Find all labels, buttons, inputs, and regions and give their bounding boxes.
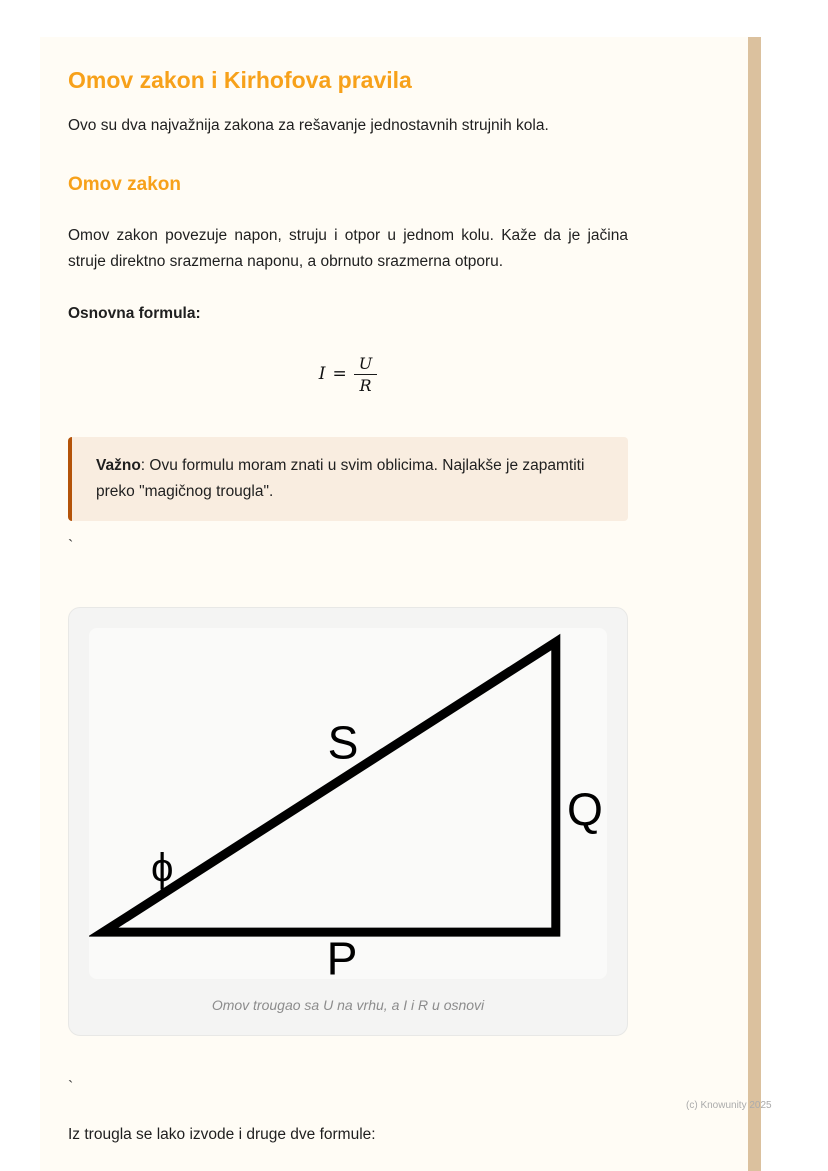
triangle-image (89, 628, 607, 979)
outro-paragraph: Iz trougla se lako izvode i druge dve formule: (68, 1126, 376, 1144)
formula-label: Osnovna formula: (68, 305, 201, 322)
stray-backtick-2: ` (68, 1079, 74, 1097)
document-page (40, 37, 748, 1171)
formula-lhs: I (318, 364, 326, 384)
label-base: P (326, 932, 358, 980)
callout-important (68, 437, 628, 521)
label-angle-phi: ϕ (151, 844, 174, 890)
label-right-side: Q (566, 782, 603, 835)
section-heading: Omov zakon (68, 174, 181, 195)
equals-sign: = (332, 364, 347, 384)
section-body-paragraph: Omov zakon povezuje napon, struju i otpor u jednom kolu. Kaže da je jačina struje direktno srazmerna naponu, a obrnuto srazmerna otporu. (68, 227, 628, 270)
figure-caption: Omov trougao sa U na vrhu, a I i R u osnovi (211, 997, 485, 1014)
callout-text (96, 453, 604, 505)
label-hypotenuse: S (327, 716, 359, 769)
formula-fraction (354, 354, 377, 395)
ohm-law-formula (68, 351, 628, 397)
formula-denominator: R (359, 375, 372, 395)
figure-card (68, 607, 628, 1036)
callout-label: Važno (96, 457, 141, 474)
callout-body: : Ovu formulu moram znati u svim oblicima. Najlakše je zapamtiti preko "magičnog trougla". (96, 457, 585, 500)
page-edge-bar (748, 37, 761, 1171)
watermark: (c) Knowunity 2025 (686, 1100, 772, 1111)
stray-backtick-1: ` (68, 538, 74, 555)
intro-paragraph: Ovo su dva najvažnija zakona za rešavanje jednostavnih strujnih kola. (68, 117, 549, 134)
formula-numerator: U (354, 354, 377, 375)
page-title: Omov zakon i Kirhofova pravila (68, 67, 412, 93)
ohm-triangle-svg (89, 628, 607, 979)
